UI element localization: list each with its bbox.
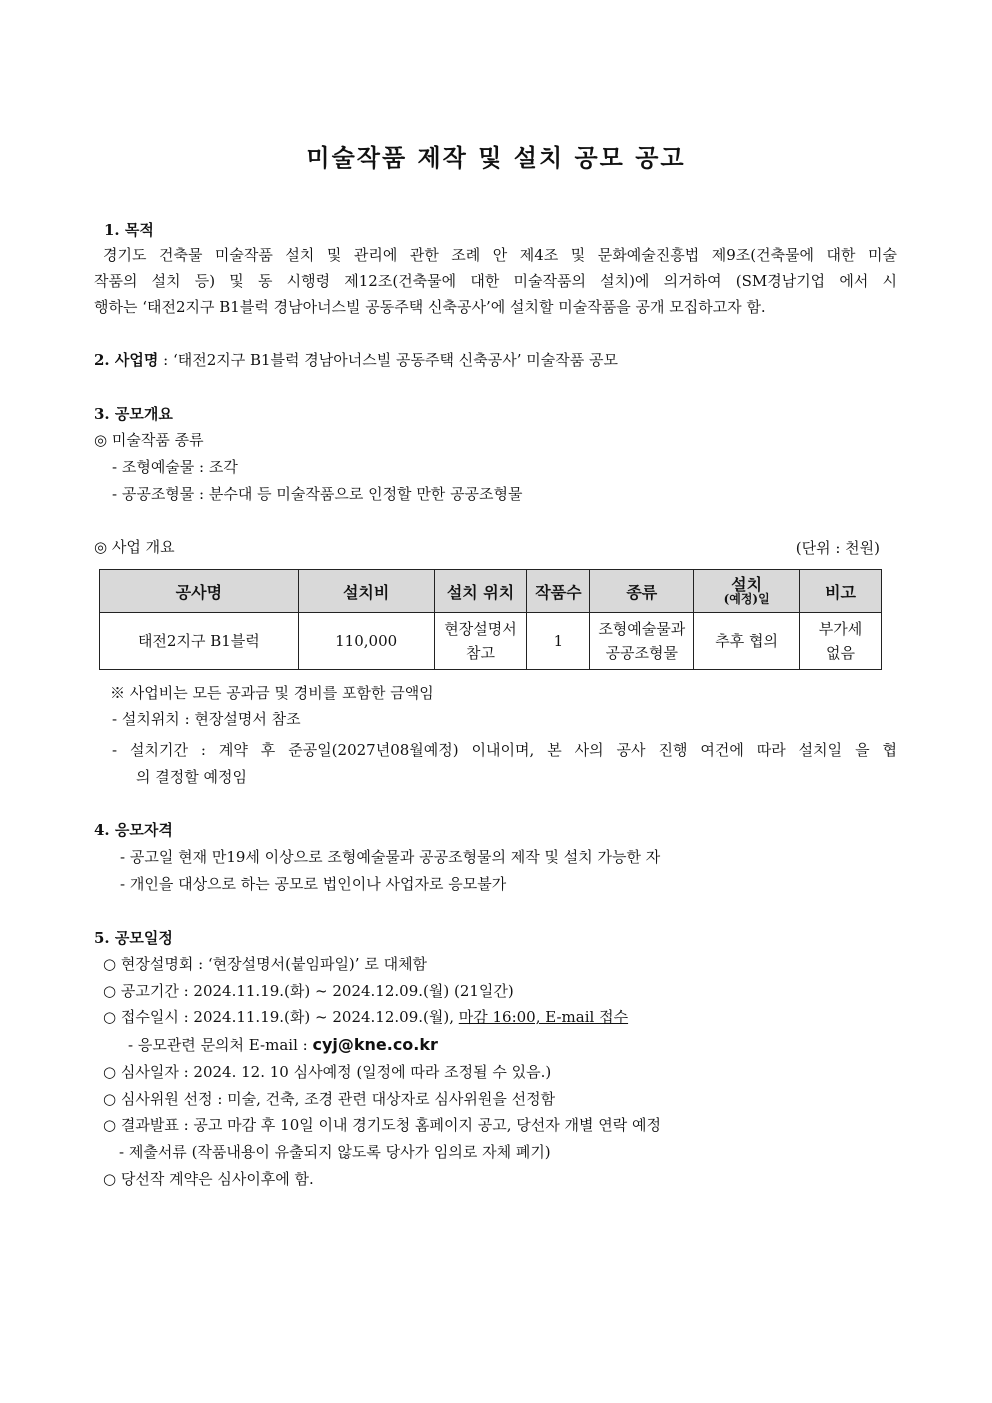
section-3-heading: 3. 공모개요	[94, 405, 173, 423]
deadline-text: 마감 16:00, E-mail 접수	[458, 1008, 629, 1026]
schedule-item: ○ 결과발표 : 공고 마감 후 10일 이내 경기도청 홈페이지 공고, 당선자 개별 연락 예정	[103, 1116, 661, 1134]
cell-location	[434, 613, 527, 670]
col-header-install-date-line1: 설치	[731, 575, 763, 594]
col-header-install-date-line2: (예정)일	[723, 592, 770, 606]
eligibility-item: - 개인을 대상으로 하는 공모로 법인이나 사업자로 응모불가	[120, 875, 507, 893]
section-5-heading: 5. 공모일정	[94, 929, 173, 947]
schedule-item: ○ 현장설명회 : ‘현장설명서(붙임파일)’ 로 대체함	[103, 955, 428, 973]
col-header-location: 설치 위치	[434, 570, 527, 613]
cell-type	[590, 613, 694, 670]
contact-line	[128, 1035, 934, 1055]
overview-note: - 설치위치 : 현장설명서 참조	[112, 710, 301, 728]
overview-table	[99, 569, 882, 670]
eligibility-item: - 공고일 현재 만19세 이상으로 조형예술물과 공공조형물의 제작 및 설치 가능한 자	[120, 848, 661, 866]
cell-type-line1: 조형예술물과	[598, 620, 686, 638]
col-header-type: 종류	[590, 570, 694, 613]
overview-note: - 설치기간 : 계약 후 준공일(2027년08월예정) 이내이며, 본 사의 공사 진행 여건에 따라 설치일 을 협	[112, 741, 897, 759]
table-row	[100, 613, 882, 670]
artwork-kinds-title: ◎ 미술작품 종류	[94, 431, 204, 449]
section-1-heading: 1. 목적	[104, 221, 154, 239]
col-header-note: 비고	[800, 570, 882, 613]
cell-cost: 110,000	[298, 613, 434, 670]
artwork-kind-item: - 공공조형물 : 분수대 등 미술작품으로 인정할 만한 공공조형물	[112, 485, 523, 503]
cell-location-line1: 현장설명서	[444, 620, 517, 638]
col-header-cost: 설치비	[298, 570, 434, 613]
section-2-line	[94, 350, 900, 370]
cell-note	[800, 613, 882, 670]
col-header-project-name: 공사명	[100, 570, 299, 613]
overview-note: ※ 사업비는 모든 공과금 및 경비를 포함한 금액임	[110, 684, 434, 702]
section-1-paragraph-line: 경기도 건축물 미술작품 설치 및 관리에 관한 조례 안 제4조 및 문화예술진흥법 제9조(건축물에 대한 미술	[103, 246, 897, 264]
unit-label: (단위 : 천원)	[795, 539, 880, 557]
cell-install-date: 추후 협의	[694, 613, 800, 670]
schedule-item	[103, 1007, 909, 1027]
section-1-paragraph-line: 행하는 ‘태전2지구 B1블럭 경남아너스빌 공동주택 신축공사’에 설치할 미술작품을 공개 모집하고자 함.	[94, 298, 766, 316]
section-1-paragraph-line: 작품의 설치 등) 및 동 시행령 제12조(건축물에 대한 미술작품의 설치)에 의거하여 (SM경남기업 에서 시	[94, 272, 897, 290]
section-2-heading: 2. 사업명	[94, 351, 159, 369]
schedule-item: ○ 심사위원 선정 : 미술, 건축, 조경 관련 대상자로 심사위원을 선정함	[103, 1090, 556, 1108]
contact-label: - 응모관련 문의처 E-mail :	[128, 1036, 313, 1054]
col-header-count: 작품수	[527, 570, 590, 613]
overview-title: ◎ 사업 개요	[94, 538, 175, 556]
cell-count: 1	[527, 613, 590, 670]
schedule-item-receipt: ○ 접수일시 : 2024.11.19.(화) ~ 2024.12.09.(월),	[103, 1008, 459, 1026]
cell-project-name: 태전2지구 B1블럭	[100, 613, 299, 670]
cell-type-line2: 공공조형물	[605, 644, 679, 662]
cell-location-line2: 참고	[466, 644, 495, 662]
col-header-install-date	[694, 570, 800, 613]
artwork-kind-item: - 조형예술물 : 조각	[112, 458, 238, 476]
cell-note-line1: 부가세	[818, 620, 863, 638]
cell-note-line2: 없음	[826, 644, 856, 662]
schedule-item: ○ 당선작 계약은 심사이후에 함.	[103, 1170, 314, 1188]
schedule-subitem: - 제출서류 (작품내용이 유출되지 않도록 당사가 임의로 자체 폐기)	[119, 1143, 551, 1161]
section-2-text: : ‘태전2지구 B1블럭 경남아너스빌 공동주택 신축공사’ 미술작품 공모	[158, 351, 618, 369]
page-title: 미술작품 제작 및 설치 공모 공고	[306, 143, 686, 172]
schedule-item: ○ 심사일자 : 2024. 12. 10 심사예정 (일정에 따라 조정될 수 있음.)	[103, 1063, 552, 1081]
section-4-heading: 4. 응모자격	[94, 821, 173, 839]
overview-note-continued: 의 결정할 예정임	[136, 768, 247, 786]
table-header-row	[100, 570, 882, 613]
contact-email-link[interactable]: cyj@kne.co.kr	[312, 1035, 438, 1054]
schedule-item: ○ 공고기간 : 2024.11.19.(화) ~ 2024.12.09.(월) (21일간)	[103, 982, 514, 1000]
